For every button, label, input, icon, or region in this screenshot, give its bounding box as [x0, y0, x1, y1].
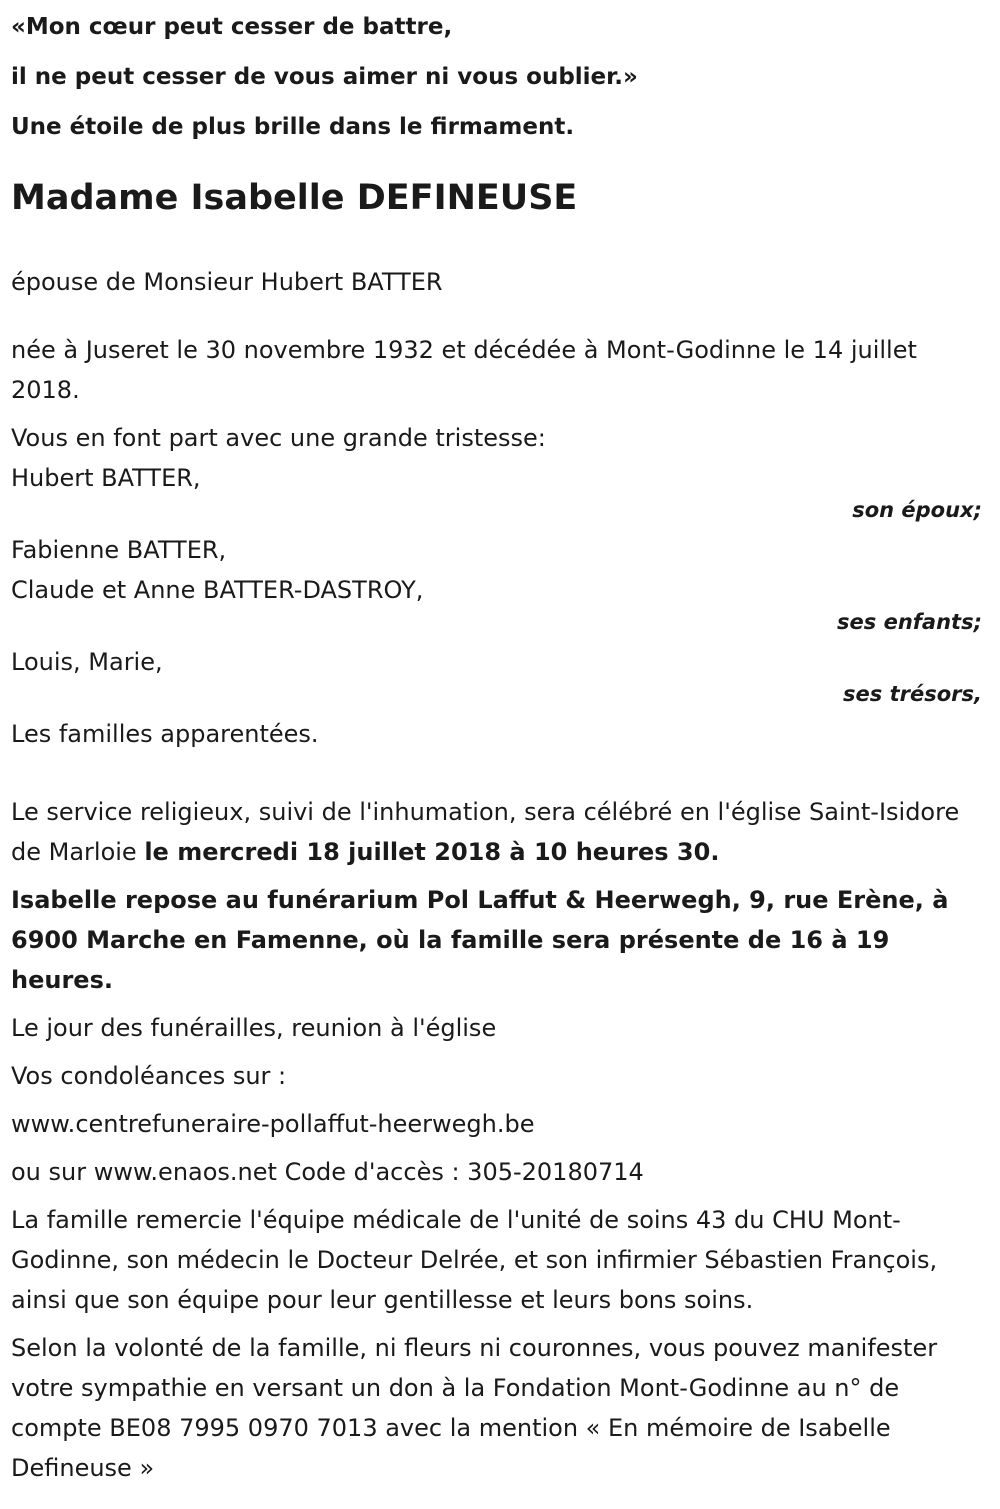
condolences-site-1[interactable]: www.centrefuneraire-pollaffut-heerwegh.be [11, 1110, 535, 1138]
family-child-1: Fabienne BATTER, [11, 536, 227, 564]
service-paragraph [11, 792, 970, 872]
family-grandchildren: Louis, Marie, [11, 648, 163, 676]
family-list [11, 458, 982, 754]
announcement-line: Vous en font part avec une grande tristesse: [11, 424, 546, 452]
condolences-label: Vos condoléances sur : [11, 1062, 287, 1090]
spouse-line: épouse de Monsieur Hubert BATTER [11, 268, 443, 296]
family-children-role: ses enfants; [837, 610, 982, 634]
quote-line-2: il ne peut cesser de vous aimer ni vous oublier.» [11, 64, 638, 90]
quote-line-1: «Mon cœur peut cesser de battre, [11, 14, 453, 40]
birth-death-line: née à Juseret le 30 novembre 1932 et décédée à Mont-Godinne le 14 juillet 2018. [11, 336, 917, 404]
opening-quote [11, 2, 970, 152]
family-spouse-name: Hubert BATTER, [11, 464, 201, 492]
thanks-paragraph: La famille remercie l'équipe médicale de l'unité de soins 43 du CHU Mont-Godinne, son médecin le Docteur Delrée, et son infirmier Sébastien François, ainsi que son équipe pour leur gentillesse et leurs bons soins. [11, 1206, 938, 1314]
family-child-2: Claude et Anne BATTER-DASTROY, [11, 576, 424, 604]
donation-paragraph: Selon la volonté de la famille, ni fleurs ni couronnes, vous pouvez manifester votre sympathie en versant un don à la Fondation Mont-Godinne au n° de compte BE08 7995 0970 7013 avec la mention « En mémoire de Isabelle Defineuse » [11, 1334, 938, 1482]
quote-line-3: Une étoile de plus brille dans le firmament. [11, 114, 575, 140]
repose-paragraph: Isabelle repose au funérarium Pol Laffut & Heerwegh, 9, rue Erène, à 6900 Marche en Famenne, où la famille sera présente de 16 à 19 heures. [11, 886, 949, 994]
family-relatives: Les familles apparentées. [11, 720, 319, 748]
family-spouse-role: son époux; [852, 498, 982, 522]
family-grandchildren-role: ses trésors, [843, 682, 982, 706]
condolences-site-2: ou sur www.enaos.net Code d'accès : 305-20180714 [11, 1158, 644, 1186]
deceased-name: Madame Isabelle DEFINEUSE [11, 178, 578, 218]
service-date: le mercredi 18 juillet 2018 à 10 heures 30. [144, 838, 720, 866]
service-text: Le service religieux, suivi de l'inhumation, sera célébré en l'église Saint-Isidore de Marloie [11, 798, 960, 866]
meeting-line: Le jour des funérailles, reunion à l'église [11, 1014, 497, 1042]
